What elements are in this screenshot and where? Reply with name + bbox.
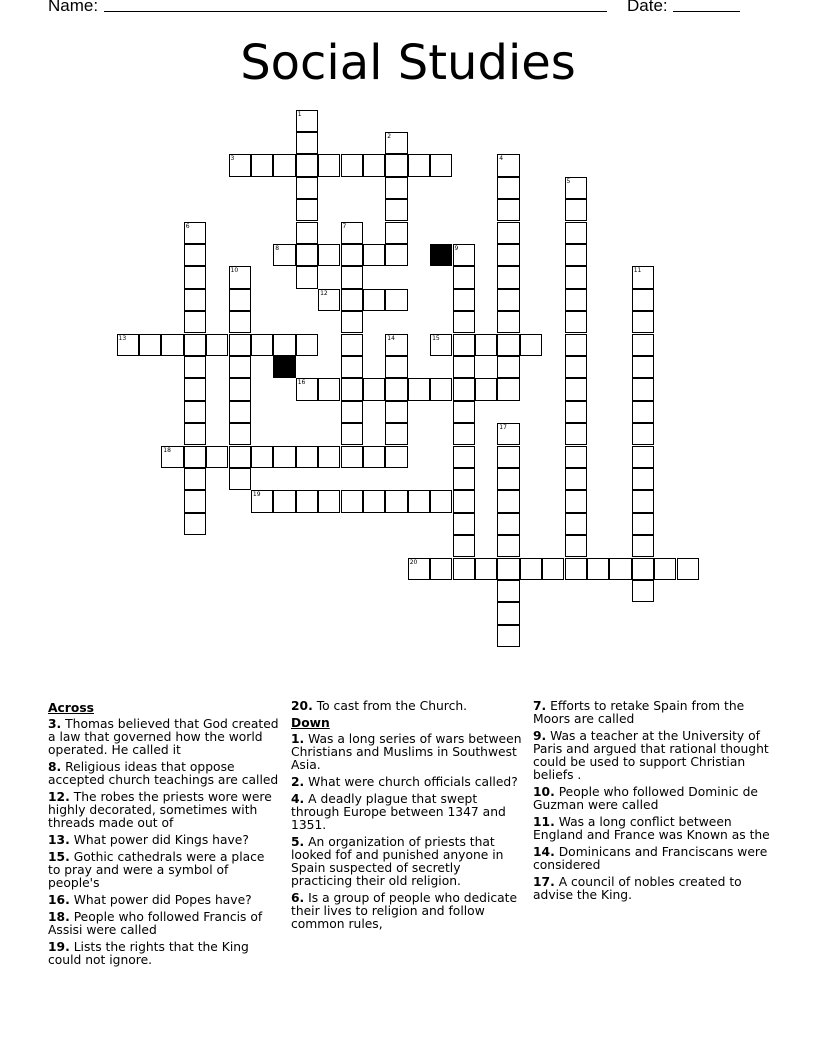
grid-cell[interactable] xyxy=(565,401,587,423)
grid-cell[interactable] xyxy=(497,490,519,512)
grid-cell[interactable] xyxy=(565,490,587,512)
grid-cell[interactable] xyxy=(117,334,139,356)
down-clue-list xyxy=(291,733,523,931)
grid-cell[interactable] xyxy=(161,446,183,468)
grid-cell[interactable] xyxy=(161,334,183,356)
grid-cell[interactable] xyxy=(273,154,295,176)
grid-cell[interactable] xyxy=(296,154,318,176)
grid-cell[interactable] xyxy=(632,311,654,333)
grid-cell[interactable] xyxy=(363,378,385,400)
grid-cell[interactable] xyxy=(453,266,475,288)
down-clue-list-continued xyxy=(533,700,773,902)
clue xyxy=(291,836,523,888)
grid-cell[interactable] xyxy=(385,423,407,445)
grid-cell[interactable] xyxy=(497,177,519,199)
grid-cell[interactable] xyxy=(184,222,206,244)
grid-cell[interactable] xyxy=(318,490,340,512)
grid-cell[interactable] xyxy=(184,446,206,468)
clue-number: 19. xyxy=(48,940,70,954)
grid-cell[interactable] xyxy=(341,378,363,400)
grid-cell[interactable] xyxy=(341,266,363,288)
clue-text: Gothic cathedrals were a place to pray and were a symbol of people's xyxy=(48,850,265,890)
cell-number: 10 xyxy=(230,267,239,275)
cell-number: 5 xyxy=(566,177,571,185)
grid-cell[interactable] xyxy=(229,468,251,490)
clue xyxy=(291,892,523,931)
grid-cell[interactable] xyxy=(453,289,475,311)
grid-cell[interactable] xyxy=(565,199,587,221)
grid-cell[interactable] xyxy=(632,513,654,535)
clue-number: 13. xyxy=(48,833,70,847)
clue-text: Religious ideas that oppose accepted church teachings are called xyxy=(48,760,279,787)
grid-cell[interactable] xyxy=(565,356,587,378)
grid-cell[interactable] xyxy=(385,401,407,423)
grid-cell[interactable] xyxy=(497,222,519,244)
grid-cell[interactable] xyxy=(430,378,452,400)
grid-cell[interactable] xyxy=(341,244,363,266)
grid-cell[interactable] xyxy=(453,513,475,535)
grid-cell[interactable] xyxy=(385,244,407,266)
grid-cell[interactable] xyxy=(363,244,385,266)
grid-cell[interactable] xyxy=(632,266,654,288)
grid-cell[interactable] xyxy=(497,378,519,400)
grid-cell[interactable] xyxy=(453,490,475,512)
grid-cell[interactable] xyxy=(273,490,295,512)
clue-number: 6. xyxy=(291,891,305,905)
grid-cell[interactable] xyxy=(497,289,519,311)
grid-cell[interactable] xyxy=(341,154,363,176)
cell-number: 17 xyxy=(499,424,507,432)
grid-cell[interactable] xyxy=(184,311,206,333)
clue-text: What were church officials called? xyxy=(304,775,518,789)
grid-cell[interactable] xyxy=(385,356,407,378)
grid-cell[interactable] xyxy=(475,558,497,580)
grid-cell[interactable] xyxy=(363,154,385,176)
grid-cell[interactable] xyxy=(385,222,407,244)
grid-cell[interactable] xyxy=(565,446,587,468)
clue-text: To cast from the Church. xyxy=(312,699,468,713)
grid-cell[interactable] xyxy=(296,446,318,468)
clue xyxy=(48,851,280,890)
page-title: Social Studies xyxy=(240,35,576,91)
grid-cell[interactable] xyxy=(453,423,475,445)
grid-cell[interactable] xyxy=(497,580,519,602)
grid-cell[interactable] xyxy=(632,558,654,580)
clue-number: 16. xyxy=(48,893,70,907)
clue xyxy=(291,733,523,772)
grid-cell[interactable] xyxy=(632,378,654,400)
clue xyxy=(48,941,280,967)
grid-cell[interactable] xyxy=(296,266,318,288)
grid-cell[interactable] xyxy=(430,334,452,356)
grid-cell[interactable] xyxy=(229,289,251,311)
grid-cell[interactable] xyxy=(206,334,228,356)
grid-cell[interactable] xyxy=(229,334,251,356)
grid-cell[interactable] xyxy=(565,558,587,580)
across-heading: Across xyxy=(48,701,94,715)
grid-cell[interactable] xyxy=(520,334,542,356)
clue-number: 2. xyxy=(291,775,305,789)
grid-cell[interactable] xyxy=(408,490,430,512)
grid-cell[interactable] xyxy=(565,468,587,490)
clue xyxy=(533,846,773,872)
grid-cell[interactable] xyxy=(497,446,519,468)
clue-number: 7. xyxy=(533,699,547,713)
cell-number: 3 xyxy=(230,155,235,163)
cell-number: 12 xyxy=(320,289,328,297)
grid-cell[interactable] xyxy=(408,378,430,400)
grid-cell[interactable] xyxy=(453,311,475,333)
grid-cell[interactable] xyxy=(341,289,363,311)
grid-cell[interactable] xyxy=(273,446,295,468)
grid-cell[interactable] xyxy=(385,177,407,199)
grid-cell[interactable] xyxy=(497,266,519,288)
clue-text: A deadly plague that swept through Europe between 1347 and 1351. xyxy=(291,792,506,832)
clue-column-1 xyxy=(48,700,280,971)
name-label: Name: xyxy=(48,0,99,15)
cell-number: 18 xyxy=(163,446,171,454)
grid-cell[interactable] xyxy=(654,558,676,580)
down-heading: Down xyxy=(291,716,330,730)
clue-text: Was a teacher at the University of Paris and argued that rational thought could be used to support Christian beliefs . xyxy=(533,729,769,782)
clue-number: 9. xyxy=(533,729,547,743)
grid-cell[interactable] xyxy=(184,490,206,512)
across-clue-list xyxy=(48,718,280,967)
grid-cell[interactable] xyxy=(318,378,340,400)
grid-cell[interactable] xyxy=(318,154,340,176)
grid-cell[interactable] xyxy=(453,356,475,378)
clue-number: 10. xyxy=(533,785,555,799)
grid-cell[interactable] xyxy=(296,110,318,132)
grid-cell[interactable] xyxy=(497,334,519,356)
cell-number: 7 xyxy=(342,222,347,230)
grid-cell[interactable] xyxy=(565,222,587,244)
grid-cell[interactable] xyxy=(341,446,363,468)
grid-block xyxy=(430,244,452,266)
grid-cell[interactable] xyxy=(497,199,519,221)
grid-cell[interactable] xyxy=(453,334,475,356)
clue xyxy=(533,700,773,726)
grid-cell[interactable] xyxy=(453,446,475,468)
grid-cell[interactable] xyxy=(363,446,385,468)
date-label: Date: xyxy=(627,0,668,15)
across-clue-list-continued xyxy=(291,700,523,713)
grid-cell[interactable] xyxy=(497,356,519,378)
clue-text: What power did Kings have? xyxy=(69,833,249,847)
grid-cell[interactable] xyxy=(206,446,228,468)
grid-cell[interactable] xyxy=(497,513,519,535)
grid-cell[interactable] xyxy=(497,244,519,266)
grid-cell[interactable] xyxy=(341,334,363,356)
clue-number: 12. xyxy=(48,790,70,804)
grid-cell[interactable] xyxy=(497,558,519,580)
grid-cell[interactable] xyxy=(184,378,206,400)
clue-text: Dominicans and Franciscans were considered xyxy=(533,845,768,872)
clue xyxy=(533,786,773,812)
clue xyxy=(533,876,773,902)
clue-text: People who followed Francis of Assisi were called xyxy=(48,910,263,937)
grid-cell[interactable] xyxy=(497,602,519,624)
cell-number: 8 xyxy=(275,244,280,252)
grid-cell[interactable] xyxy=(497,311,519,333)
grid-cell[interactable] xyxy=(385,154,407,176)
grid-cell[interactable] xyxy=(632,490,654,512)
clue xyxy=(48,791,280,830)
grid-cell[interactable] xyxy=(318,289,340,311)
grid-cell[interactable] xyxy=(341,311,363,333)
grid-cell[interactable] xyxy=(341,222,363,244)
grid-cell[interactable] xyxy=(565,266,587,288)
grid-cell[interactable] xyxy=(229,378,251,400)
grid-cell[interactable] xyxy=(251,334,273,356)
grid-cell[interactable] xyxy=(341,401,363,423)
cell-number: 13 xyxy=(118,334,127,342)
grid-cell[interactable] xyxy=(430,154,452,176)
grid-cell[interactable] xyxy=(632,446,654,468)
cell-number: 2 xyxy=(387,132,392,140)
clue-number: 15. xyxy=(48,850,70,864)
clue-text: Efforts to retake Spain from the Moors are called xyxy=(533,699,745,726)
grid-cell[interactable] xyxy=(184,468,206,490)
grid-cell[interactable] xyxy=(296,378,318,400)
grid-cell[interactable] xyxy=(296,132,318,154)
grid-cell[interactable] xyxy=(632,580,654,602)
grid-cell[interactable] xyxy=(430,490,452,512)
grid-cell[interactable] xyxy=(453,244,475,266)
grid-cell[interactable] xyxy=(632,468,654,490)
grid-cell[interactable] xyxy=(520,558,542,580)
grid-cell[interactable] xyxy=(497,423,519,445)
grid-cell[interactable] xyxy=(430,558,452,580)
grid-cell[interactable] xyxy=(587,558,609,580)
clue xyxy=(48,894,280,907)
grid-cell[interactable] xyxy=(497,535,519,557)
grid-cell[interactable] xyxy=(565,378,587,400)
clue-text: What power did Popes have? xyxy=(69,893,252,907)
cell-number: 16 xyxy=(297,379,306,387)
clue xyxy=(291,700,523,713)
grid-cell[interactable] xyxy=(341,423,363,445)
grid-cell[interactable] xyxy=(385,334,407,356)
grid-cell[interactable] xyxy=(318,244,340,266)
grid-cell[interactable] xyxy=(251,154,273,176)
grid-cell[interactable] xyxy=(565,311,587,333)
grid-cell[interactable] xyxy=(273,334,295,356)
grid-cell[interactable] xyxy=(632,334,654,356)
grid-cell[interactable] xyxy=(542,558,564,580)
clue-number: 14. xyxy=(533,845,555,859)
grid-cell[interactable] xyxy=(184,289,206,311)
clue-number: 20. xyxy=(291,699,313,713)
clue-number: 5. xyxy=(291,835,305,849)
clue-text: Was a long conflict between England and France was Known as the xyxy=(533,815,770,842)
grid-block xyxy=(273,356,295,378)
cell-number: 4 xyxy=(499,155,504,163)
grid-cell[interactable] xyxy=(453,378,475,400)
grid-cell[interactable] xyxy=(385,446,407,468)
grid-cell[interactable] xyxy=(565,423,587,445)
cell-number: 19 xyxy=(252,491,261,499)
grid-cell[interactable] xyxy=(565,289,587,311)
clue-number: 11. xyxy=(533,815,555,829)
grid-cell[interactable] xyxy=(475,378,497,400)
grid-cell[interactable] xyxy=(565,334,587,356)
grid-cell[interactable] xyxy=(139,334,161,356)
grid-cell[interactable] xyxy=(296,222,318,244)
clue-number: 18. xyxy=(48,910,70,924)
grid-cell[interactable] xyxy=(632,423,654,445)
grid-cell[interactable] xyxy=(296,334,318,356)
grid-cell[interactable] xyxy=(565,535,587,557)
grid-cell[interactable] xyxy=(385,132,407,154)
grid-cell[interactable] xyxy=(565,513,587,535)
clue xyxy=(533,730,773,782)
grid-cell[interactable] xyxy=(184,356,206,378)
grid-cell[interactable] xyxy=(385,490,407,512)
clue-text: An organization of priests that looked fof and punished anyone in Spain suspected of secretly practicing their old religion. xyxy=(291,835,504,888)
grid-cell[interactable] xyxy=(453,558,475,580)
grid-cell[interactable] xyxy=(296,177,318,199)
clue-text: Is a group of people who dedicate their lives to religion and follow common rules, xyxy=(291,891,518,931)
grid-cell[interactable] xyxy=(385,378,407,400)
grid-cell[interactable] xyxy=(565,177,587,199)
clue-text: Lists the rights that the King could not ignore. xyxy=(48,940,249,967)
grid-cell[interactable] xyxy=(251,490,273,512)
clue-number: 3. xyxy=(48,717,62,731)
clue-column-3 xyxy=(533,700,773,906)
cell-number: 6 xyxy=(185,222,190,230)
clue xyxy=(291,793,523,832)
grid-cell[interactable] xyxy=(184,513,206,535)
grid-cell[interactable] xyxy=(632,535,654,557)
grid-cell[interactable] xyxy=(229,423,251,445)
clue xyxy=(48,761,280,787)
cell-number: 9 xyxy=(454,244,459,252)
clue-number: 4. xyxy=(291,792,305,806)
cell-number: 14 xyxy=(387,334,395,342)
grid-cell[interactable] xyxy=(296,490,318,512)
grid-cell[interactable] xyxy=(229,446,251,468)
grid-cell[interactable] xyxy=(497,154,519,176)
grid-cell[interactable] xyxy=(408,154,430,176)
grid-cell[interactable] xyxy=(632,401,654,423)
grid-cell[interactable] xyxy=(184,244,206,266)
clue-text: The robes the priests wore were highly decorated, sometimes with threads made out of xyxy=(48,790,272,830)
grid-cell[interactable] xyxy=(363,289,385,311)
clue-number: 1. xyxy=(291,732,305,746)
cell-number: 20 xyxy=(409,558,418,566)
grid-cell[interactable] xyxy=(296,199,318,221)
clue xyxy=(533,816,773,842)
grid-cell[interactable] xyxy=(632,356,654,378)
grid-cell[interactable] xyxy=(385,289,407,311)
grid-cell[interactable] xyxy=(475,334,497,356)
grid-cell[interactable] xyxy=(453,401,475,423)
grid-cell[interactable] xyxy=(229,154,251,176)
clue xyxy=(48,718,280,757)
grid-cell[interactable] xyxy=(229,401,251,423)
grid-cell[interactable] xyxy=(497,468,519,490)
grid-cell[interactable] xyxy=(184,423,206,445)
grid-cell[interactable] xyxy=(229,266,251,288)
cell-number: 15 xyxy=(432,334,440,342)
clue-text: A council of nobles created to advise the King. xyxy=(533,875,742,902)
clue-number: 8. xyxy=(48,760,62,774)
grid-cell[interactable] xyxy=(632,289,654,311)
clue-number: 17. xyxy=(533,875,555,889)
clue xyxy=(291,776,523,789)
grid-cell[interactable] xyxy=(408,558,430,580)
grid-cell[interactable] xyxy=(296,244,318,266)
grid-cell[interactable] xyxy=(184,266,206,288)
grid-cell[interactable] xyxy=(341,490,363,512)
grid-cell[interactable] xyxy=(565,244,587,266)
grid-cell[interactable] xyxy=(229,311,251,333)
clue xyxy=(48,834,280,847)
grid-cell[interactable] xyxy=(184,401,206,423)
clue-column-2 xyxy=(291,700,523,935)
clue-text: Thomas believed that God created a law that governed how the world operated. He called it xyxy=(48,717,279,757)
grid-cell[interactable] xyxy=(453,468,475,490)
grid-cell[interactable] xyxy=(229,356,251,378)
grid-cell[interactable] xyxy=(677,558,699,580)
clue-text: People who followed Dominic de Guzman were called xyxy=(533,785,758,812)
grid-cell[interactable] xyxy=(318,446,340,468)
grid-cell[interactable] xyxy=(453,535,475,557)
grid-cell[interactable] xyxy=(273,244,295,266)
grid-cell[interactable] xyxy=(363,490,385,512)
grid-cell[interactable] xyxy=(609,558,631,580)
grid-cell[interactable] xyxy=(184,334,206,356)
clue-text: Was a long series of wars between Christians and Muslims in Southwest Asia. xyxy=(291,732,522,772)
grid-cell[interactable] xyxy=(385,199,407,221)
cell-number: 1 xyxy=(297,110,302,118)
clue xyxy=(48,911,280,937)
grid-cell[interactable] xyxy=(341,356,363,378)
cell-number: 11 xyxy=(633,267,642,275)
grid-cell[interactable] xyxy=(251,446,273,468)
grid-cell[interactable] xyxy=(497,625,519,647)
